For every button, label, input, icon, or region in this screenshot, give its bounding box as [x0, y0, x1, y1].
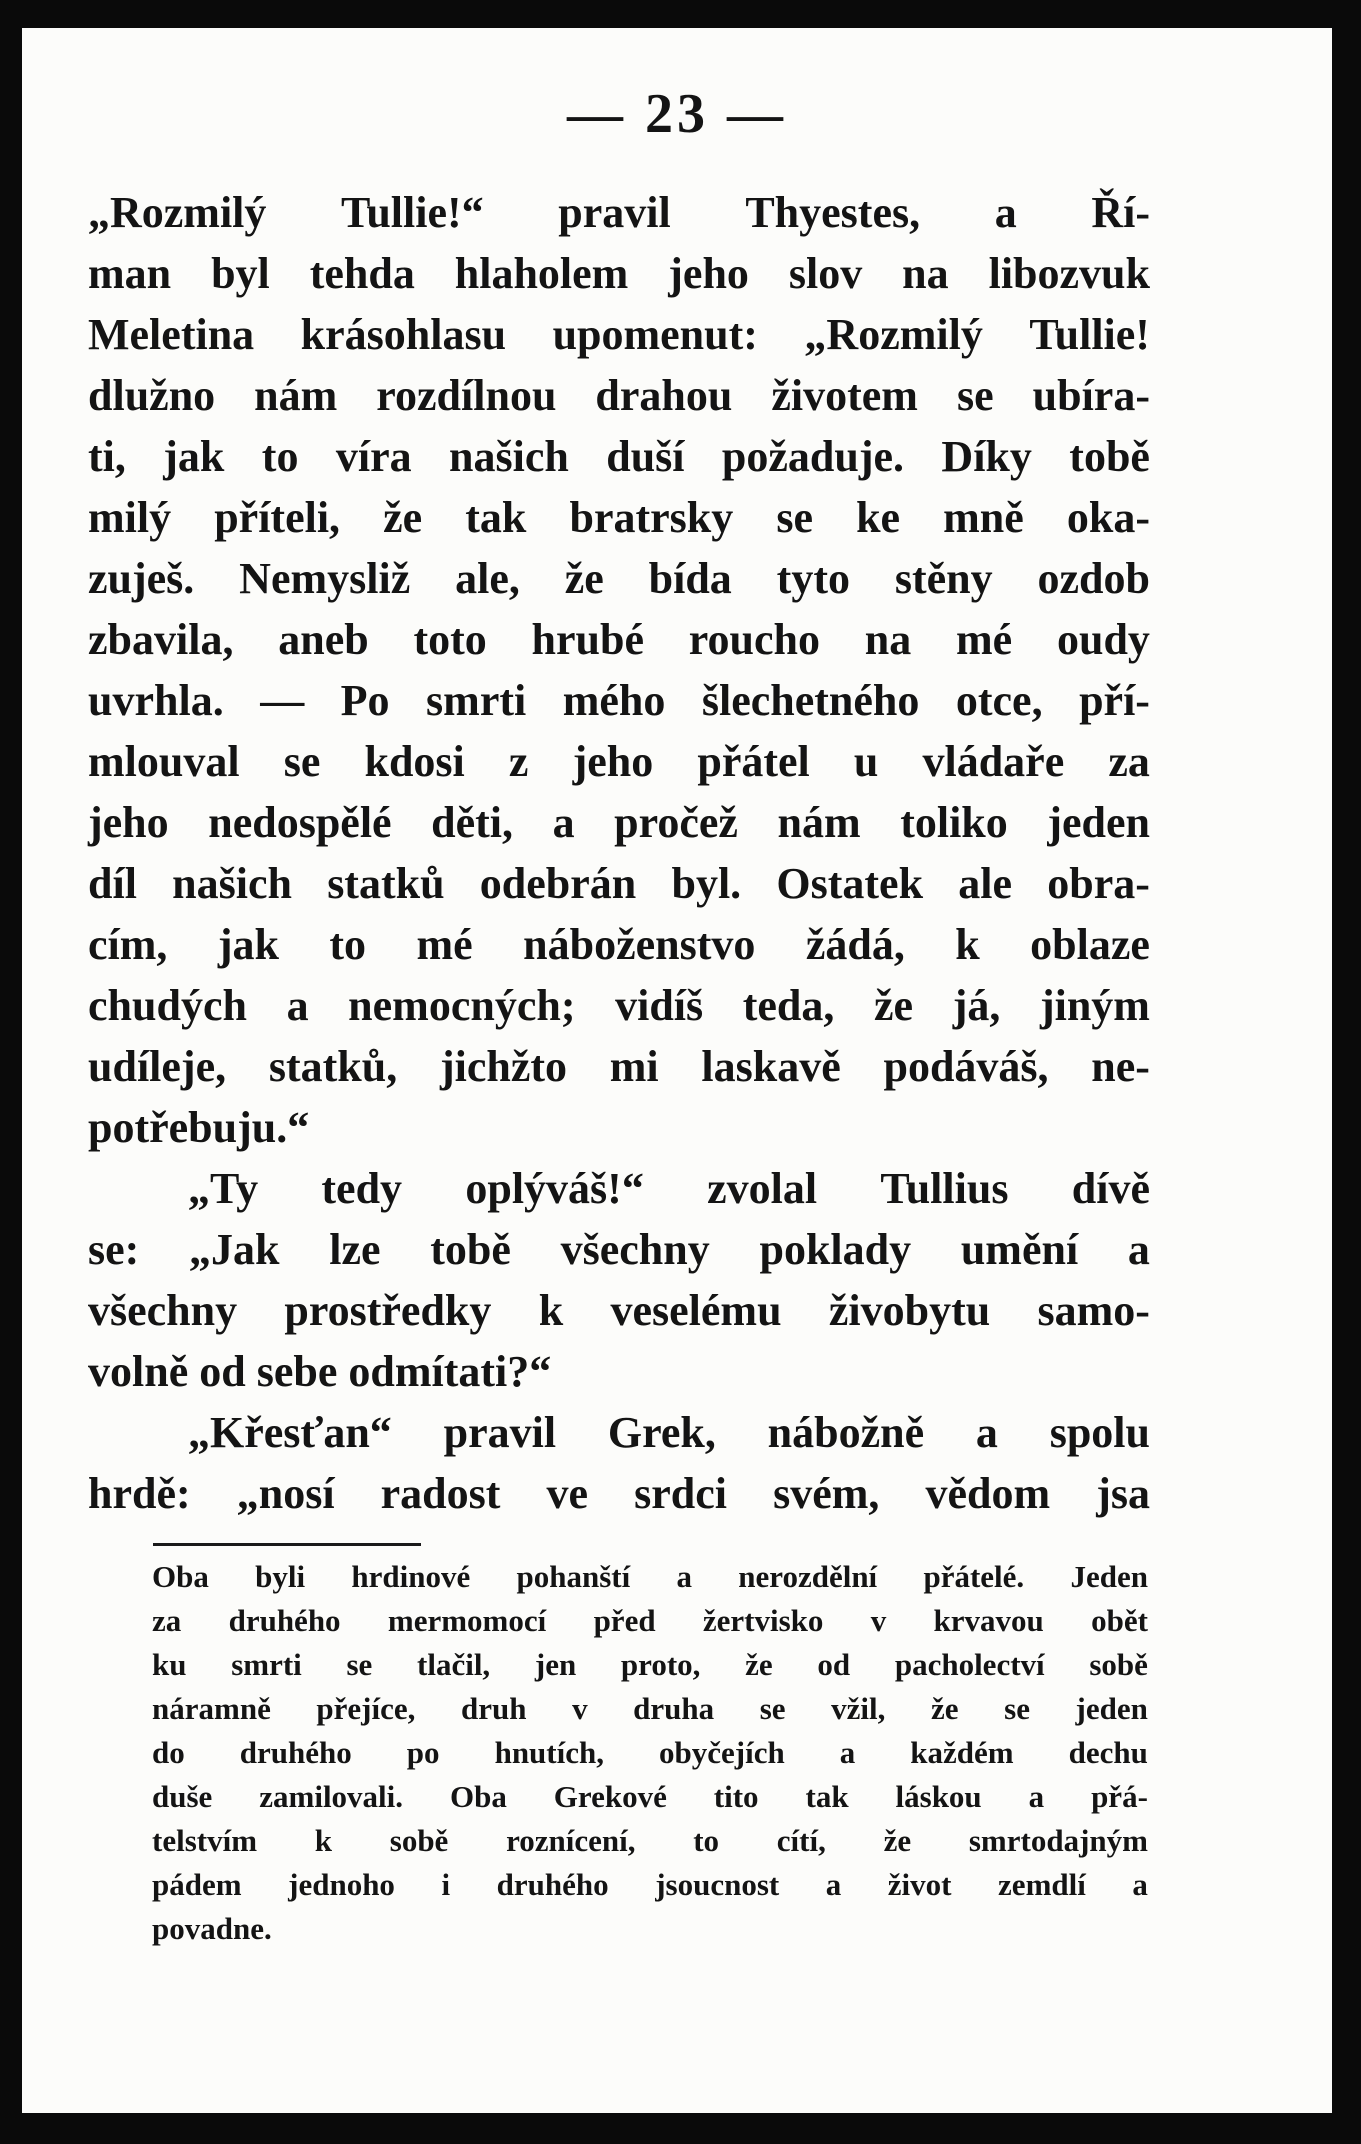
body-text	[88, 182, 1150, 1524]
footnote-line: povadne.	[152, 1911, 272, 1946]
book-page	[22, 28, 1332, 2113]
footnote-line: do druhého po hnutích, obyčejích a každém dechu	[152, 1735, 1148, 1770]
text-line: „Rozmilý Tullie!“ pravil Thyestes, a Ří-	[88, 188, 1150, 237]
text-line: chudých a nemocných; vidíš teda, že já, jiným	[88, 981, 1150, 1030]
text-line: hrdě: „nosí radost ve srdci svém, vědom jsa	[88, 1469, 1150, 1518]
text-line: jeho nedospělé děti, a pročež nám toliko jeden	[88, 798, 1150, 847]
footnote-line: pádem jednoho i druhého jsoucnost a život zemdlí a	[152, 1867, 1148, 1902]
text-line: man byl tehda hlaholem jeho slov na libozvuk	[88, 249, 1150, 298]
text-line: dlužno nám rozdílnou drahou životem se ubíra-	[88, 371, 1150, 420]
text-line: „Křesťan“ pravil Grek, nábožně a spolu	[188, 1408, 1150, 1457]
footnote-line: za druhého mermomocí před žertvisko v krvavou obět	[152, 1603, 1148, 1638]
text-line: volně od sebe odmítati?“	[88, 1347, 552, 1396]
text-line: cím, jak to mé náboženstvo žádá, k oblaze	[88, 920, 1150, 969]
text-line: zuješ. Nemysliž ale, že bída tyto stěny ozdob	[88, 554, 1150, 603]
text-line: ti, jak to víra našich duší požaduje. Díky tobě	[88, 432, 1150, 481]
text-line: Meletina krásohlasu upomenut: „Rozmilý Tullie!	[88, 310, 1150, 359]
footnote-line: ku smrti se tlačil, jen proto, že od pacholectví sobě	[152, 1647, 1148, 1682]
footnote-line: Oba byli hrdinové pohanští a nerozdělní přátelé. Jeden	[152, 1559, 1148, 1594]
text-line: milý příteli, že tak bratrsky se ke mně oka-	[88, 493, 1150, 542]
footnote-line: telstvím k sobě roznícení, to cítí, že smrtodajným	[152, 1823, 1148, 1858]
footnote-line: duše zamilovali. Oba Grekové tito tak láskou a přá-	[152, 1779, 1148, 1814]
page-number: — 23 —	[567, 83, 787, 145]
text-line: se: „Jak lze tobě všechny poklady umění a	[88, 1225, 1150, 1274]
text-line: udíleje, statků, jichžto mi laskavě podáváš, ne-	[88, 1042, 1150, 1091]
text-line: „Ty tedy oplýváš!“ zvolal Tullius dívě	[188, 1164, 1150, 1213]
text-line: uvrhla. — Po smrti mého šlechetného otce, pří-	[88, 676, 1150, 725]
footnote-line: náramně přejíce, druh v druha se vžil, že se jeden	[152, 1691, 1148, 1726]
text-line: všechny prostředky k veselému živobytu samo-	[88, 1286, 1150, 1335]
footnote	[152, 1555, 1148, 1951]
footnote-divider	[153, 1543, 421, 1546]
text-line: díl našich statků odebrán byl. Ostatek ale obra-	[88, 859, 1150, 908]
text-line: potřebuju.“	[88, 1103, 310, 1152]
text-line: zbavila, aneb toto hrubé roucho na mé oudy	[88, 615, 1150, 664]
text-line: mlouval se kdosi z jeho přátel u vládaře za	[88, 737, 1150, 786]
